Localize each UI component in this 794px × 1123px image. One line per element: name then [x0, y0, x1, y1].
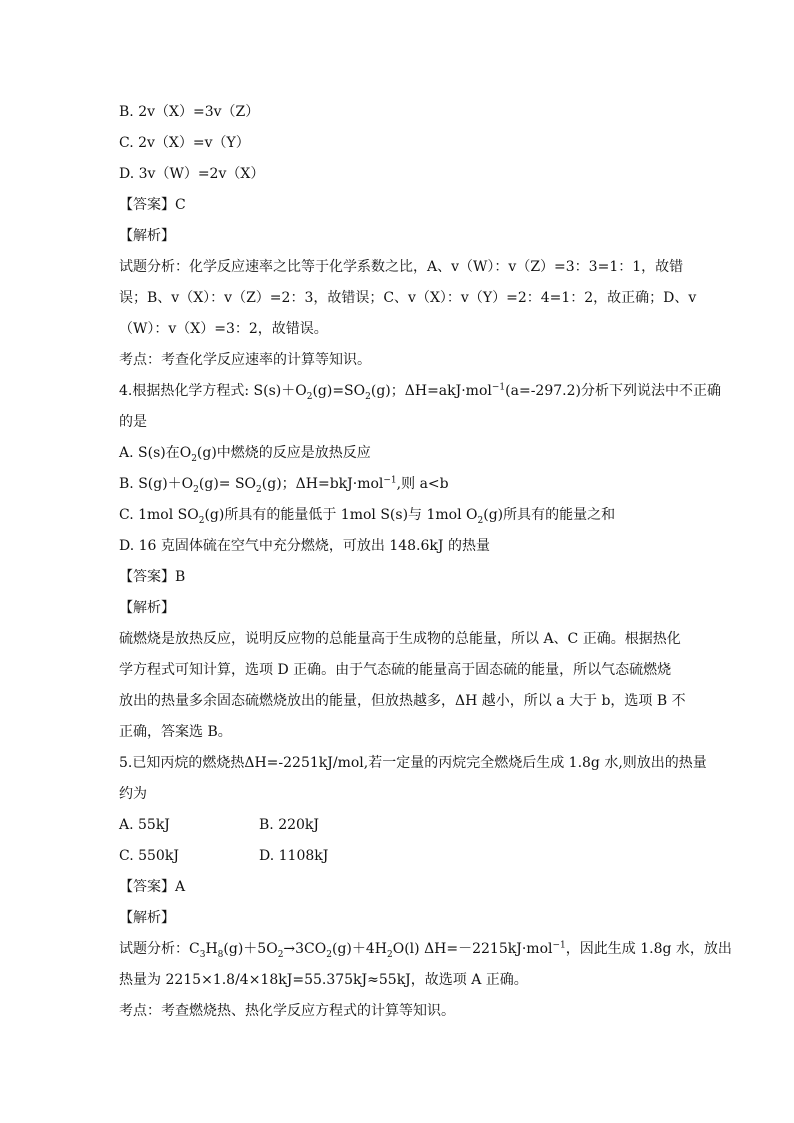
q5-option-a: A. 55kJ	[119, 817, 170, 833]
q4-option-a-text: A. S(s)在O	[119, 445, 192, 461]
q5-analysis-text: H	[205, 941, 218, 957]
q4-analysis-heading: 【解析】	[119, 600, 175, 616]
q5-analysis-line-1	[119, 939, 732, 959]
superscript: −1	[552, 940, 566, 951]
superscript: −1	[491, 382, 506, 393]
subscript: 2	[387, 949, 393, 960]
q3-analysis-line-1: 试题分析：化学反应速率之比等于化学系数之比，A、v（W）：v（Z）=3：3=1：1，故错	[119, 259, 684, 275]
q5-option-b: B. 220kJ	[259, 817, 320, 833]
q3-analysis-line-3: （W）：v（X）=3：2，故错误。	[119, 321, 328, 337]
subscript: 8	[217, 949, 224, 960]
q4-option-b	[119, 474, 449, 494]
subscript: 3	[199, 949, 206, 960]
subscript: 2	[477, 515, 484, 526]
q5-analysis-heading: 【解析】	[119, 910, 175, 926]
q5-analysis-text: (g)＋4H	[331, 941, 387, 957]
q5-option-d: D. 1108kJ	[259, 848, 329, 864]
q5-stem-line-2: 约为	[119, 786, 147, 802]
q4-option-b-text: B. S(g)＋O	[119, 476, 194, 492]
subscript: 2	[306, 391, 313, 402]
q5-kaodian: 考点：考查燃烧热、热化学反应方程式的计算等知识。	[119, 1003, 455, 1019]
q3-answer: 【答案】C	[119, 197, 186, 213]
subscript: 2	[198, 515, 205, 526]
q4-stem-line-1	[119, 381, 721, 401]
subscript: 2	[277, 949, 284, 960]
q4-analysis-line-3: 放出的热量多余固态硫燃烧放出的能量，但放热越多，ΔH 越小，所以 a 大于 b，选项 B 不	[119, 693, 686, 709]
q4-option-a-text: (g)中燃烧的反应是放热反应	[196, 445, 371, 461]
subscript: 2	[326, 949, 332, 960]
q5-options-row-1	[119, 815, 519, 835]
superscript: −1	[383, 475, 397, 486]
q3-analysis-line-2: 误；B、v（X）：v（Z）=2：3，故错误；C、v（X）：v（Y）=2：4=1：2，故正确；D、v	[119, 290, 697, 306]
q4-stem-text: 4.根据热化学方程式: S(s)＋O	[119, 383, 307, 399]
subscript: 2	[191, 453, 197, 464]
q3-option-c: C. 2v（X）=v（Y）	[119, 135, 250, 151]
q4-stem-text: (a=-297.2)分析下列说法中不正确	[505, 383, 721, 399]
q5-option-c: C. 550kJ	[119, 848, 179, 864]
q4-option-a	[119, 443, 371, 463]
q4-option-c	[119, 505, 615, 525]
q3-analysis-heading: 【解析】	[119, 228, 175, 244]
q4-stem-text: (g)；ΔH=akJ·mol	[370, 383, 492, 399]
subscript: 2	[365, 391, 371, 402]
q3-option-b: B. 2v（X）=3v（Z）	[119, 104, 260, 120]
q5-analysis-text: (g)＋5O	[223, 941, 278, 957]
subscript: 2	[193, 484, 199, 495]
q5-analysis-text: O(l) ΔH=－2215kJ·mol	[392, 941, 553, 957]
q4-option-d: D. 16 克固体硫在空气中充分燃烧，可放出 148.6kJ 的热量	[119, 538, 490, 554]
q5-analysis-text: →3CO	[283, 941, 327, 957]
q5-analysis-text: ，因此生成 1.8g 水，放出	[565, 941, 732, 957]
q5-analysis-text: 试题分析：C	[119, 941, 200, 957]
q3-kaodian: 考点：考查化学反应速率的计算等知识。	[119, 352, 371, 368]
q4-option-c-text: (g)所具有的能量低于 1mol S(s)与 1mol O	[204, 507, 478, 523]
q4-analysis-line-2: 学方程式可知计算，选项 D 正确。由于气态硫的能量高于固态硫的能量，所以气态硫燃烧	[119, 662, 672, 678]
q4-analysis-line-1: 硫燃烧是放热反应，说明反应物的总能量高于生成物的总能量，所以 A、C 正确。根据热化	[119, 631, 681, 647]
q4-option-c-text: (g)所具有的能量之和	[483, 507, 616, 523]
q4-option-c-text: C. 1mol SO	[119, 507, 199, 523]
q4-stem-text: (g)=SO	[312, 383, 366, 399]
q4-option-b-text: ,则 a<b	[396, 476, 449, 492]
q4-answer: 【答案】B	[119, 569, 186, 585]
q4-option-b-text: (g)；ΔH=bkJ·mol	[261, 476, 384, 492]
q5-stem-line-1: 5.已知丙烷的燃烧热ΔH=-2251kJ/mol,若一定量的丙烷完全燃烧后生成 1.8g 水,则放出的热量	[119, 755, 707, 771]
q3-option-d: D. 3v（W）=2v（X）	[119, 166, 265, 182]
subscript: 2	[256, 484, 262, 495]
q5-options-row-2	[119, 846, 519, 866]
q4-analysis-line-4: 正确，答案选 B。	[119, 724, 232, 740]
q4-stem-line-2: 的是	[119, 414, 147, 430]
q4-option-b-text: (g)= SO	[198, 476, 257, 492]
q5-analysis-line-2: 热量为 2215×1.8/4×18kJ=55.375kJ≈55kJ，故选项 A 正确。	[119, 972, 528, 988]
q5-answer: 【答案】A	[119, 879, 186, 895]
